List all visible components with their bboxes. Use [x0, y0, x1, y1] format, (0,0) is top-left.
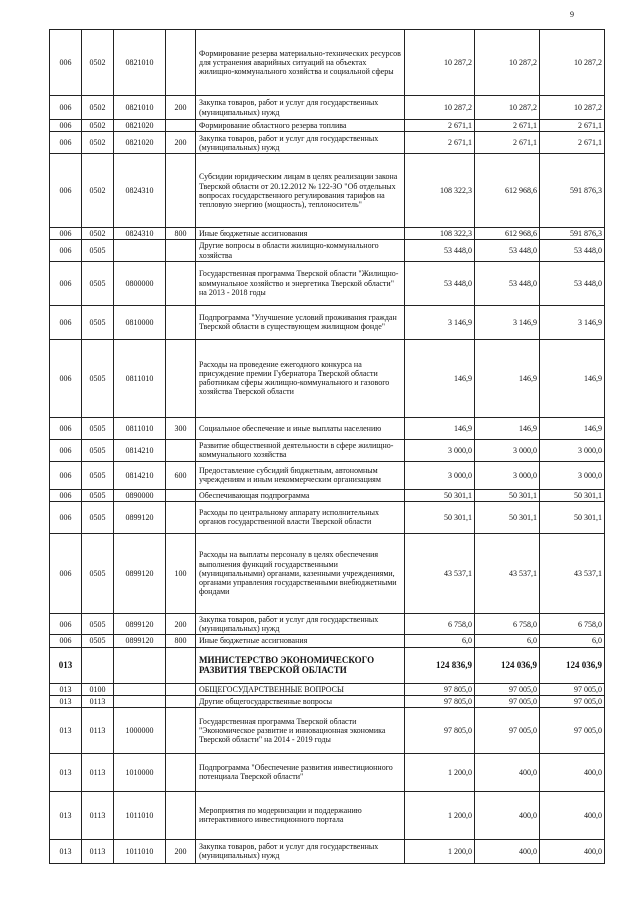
table-row [50, 96, 605, 120]
name-cell: Мероприятия по модернизации и поддержанию интерактивного инвестиционного портала [196, 791, 405, 839]
name-cell: Закупка товаров, работ и услуг для государственных (муниципальных) нужд [196, 96, 405, 120]
amount-1-cell: 146,9 [405, 417, 475, 439]
target-article-cell: 0821020 [114, 120, 166, 132]
target-article-cell: 0814210 [114, 461, 166, 489]
ved-cell: 006 [50, 417, 82, 439]
amount-1-cell: 2 671,1 [405, 132, 475, 154]
expense-type-cell: 200 [166, 839, 196, 863]
target-article-cell: 0811010 [114, 417, 166, 439]
expense-type-cell [166, 695, 196, 707]
table-row [50, 647, 605, 683]
section-cell: 0502 [82, 132, 114, 154]
expense-type-cell [166, 791, 196, 839]
ved-cell: 006 [50, 439, 82, 461]
expense-type-cell [166, 339, 196, 417]
table-row [50, 228, 605, 240]
expense-type-cell: 600 [166, 461, 196, 489]
amount-3-cell: 146,9 [540, 417, 605, 439]
amount-2-cell: 53 448,0 [475, 240, 540, 261]
name-cell: Подпрограмма "Обеспечение развития инвестиционного потенциала Тверской области" [196, 753, 405, 791]
amount-1-cell: 50 301,1 [405, 501, 475, 533]
section-cell: 0502 [82, 30, 114, 96]
section-cell: 0505 [82, 261, 114, 305]
amount-3-cell: 6 758,0 [540, 613, 605, 634]
section-cell: 0505 [82, 305, 114, 339]
target-article-cell: 1010000 [114, 753, 166, 791]
target-article-cell: 0899120 [114, 635, 166, 647]
amount-1-cell: 97 805,0 [405, 707, 475, 753]
amount-2-cell: 146,9 [475, 417, 540, 439]
target-article-cell: 0814210 [114, 439, 166, 461]
name-cell: Другие общегосударственные вопросы [196, 695, 405, 707]
page-number: 9 [570, 10, 574, 19]
target-article-cell: 0899120 [114, 533, 166, 613]
expense-type-cell [166, 261, 196, 305]
amount-3-cell: 50 301,1 [540, 489, 605, 501]
name-cell: Обеспечивающая подпрограмма [196, 489, 405, 501]
expense-type-cell [166, 120, 196, 132]
ved-cell: 006 [50, 461, 82, 489]
target-article-cell [114, 695, 166, 707]
amount-2-cell: 6 758,0 [475, 613, 540, 634]
section-cell: 0113 [82, 753, 114, 791]
target-article-cell [114, 647, 166, 683]
section-cell: 0502 [82, 228, 114, 240]
name-cell: Подпрограмма "Улучшение условий проживания граждан Тверской области в существующем жилищном фонде" [196, 305, 405, 339]
section-cell: 0505 [82, 613, 114, 634]
amount-3-cell: 3 000,0 [540, 439, 605, 461]
amount-2-cell: 53 448,0 [475, 261, 540, 305]
amount-1-cell: 6 758,0 [405, 613, 475, 634]
amount-1-cell: 3 000,0 [405, 439, 475, 461]
name-cell: Развитие общественной деятельности в сфере жилищно-коммунального хозяйства [196, 439, 405, 461]
expense-type-cell: 200 [166, 613, 196, 634]
expense-type-cell [166, 489, 196, 501]
amount-3-cell: 146,9 [540, 339, 605, 417]
name-cell: Расходы на выплаты персоналу в целях обеспечения выполнения функций государственными (муниципальными) органами, казенными учреждениями, органами управления государственными внебюджетными фондами [196, 533, 405, 613]
section-cell: 0505 [82, 635, 114, 647]
expense-type-cell [166, 305, 196, 339]
name-cell: Другие вопросы в области жилищно-коммунального хозяйства [196, 240, 405, 261]
amount-2-cell: 50 301,1 [475, 501, 540, 533]
target-article-cell: 0811010 [114, 339, 166, 417]
expense-type-cell: 800 [166, 635, 196, 647]
ved-cell: 006 [50, 261, 82, 305]
target-article-cell: 0899120 [114, 613, 166, 634]
amount-1-cell: 108 322,3 [405, 154, 475, 228]
amount-2-cell: 400,0 [475, 791, 540, 839]
amount-2-cell: 3 000,0 [475, 439, 540, 461]
amount-1-cell: 6,0 [405, 635, 475, 647]
section-cell: 0505 [82, 240, 114, 261]
amount-1-cell: 53 448,0 [405, 261, 475, 305]
amount-3-cell: 97 005,0 [540, 695, 605, 707]
amount-1-cell: 43 537,1 [405, 533, 475, 613]
target-article-cell: 0824310 [114, 228, 166, 240]
amount-3-cell: 591 876,3 [540, 228, 605, 240]
table-row [50, 305, 605, 339]
expense-type-cell: 200 [166, 96, 196, 120]
ved-cell: 006 [50, 120, 82, 132]
section-cell: 0505 [82, 339, 114, 417]
table-row [50, 417, 605, 439]
target-article-cell: 1000000 [114, 707, 166, 753]
name-cell: ОБЩЕГОСУДАРСТВЕННЫЕ ВОПРОСЫ [196, 683, 405, 695]
section-cell: 0502 [82, 120, 114, 132]
ved-cell: 006 [50, 613, 82, 634]
name-cell: Закупка товаров, работ и услуг для государственных (муниципальных) нужд [196, 839, 405, 863]
amount-3-cell: 591 876,3 [540, 154, 605, 228]
ved-cell: 006 [50, 30, 82, 96]
target-article-cell: 0899120 [114, 501, 166, 533]
name-cell: МИНИСТЕРСТВО ЭКОНОМИЧЕСКОГО РАЗВИТИЯ ТВЕРСКОЙ ОБЛАСТИ [196, 647, 405, 683]
target-article-cell: 0821010 [114, 30, 166, 96]
budget-table [49, 29, 605, 864]
table-row [50, 339, 605, 417]
table-row [50, 635, 605, 647]
target-article-cell: 0810000 [114, 305, 166, 339]
amount-3-cell: 3 000,0 [540, 461, 605, 489]
name-cell: Предоставление субсидий бюджетным, автономным учреждениям и иным некоммерческим организациям [196, 461, 405, 489]
expense-type-cell: 800 [166, 228, 196, 240]
target-article-cell: 0800000 [114, 261, 166, 305]
amount-1-cell: 97 805,0 [405, 695, 475, 707]
amount-1-cell: 1 200,0 [405, 753, 475, 791]
table-row [50, 240, 605, 261]
target-article-cell: 1011010 [114, 839, 166, 863]
table-row [50, 791, 605, 839]
amount-3-cell: 400,0 [540, 791, 605, 839]
table-row [50, 132, 605, 154]
name-cell: Закупка товаров, работ и услуг для государственных (муниципальных) нужд [196, 132, 405, 154]
target-article-cell: 1011010 [114, 791, 166, 839]
amount-2-cell: 400,0 [475, 839, 540, 863]
section-cell: 0113 [82, 839, 114, 863]
section-cell [82, 647, 114, 683]
ved-cell: 013 [50, 753, 82, 791]
section-cell: 0505 [82, 501, 114, 533]
amount-1-cell: 50 301,1 [405, 489, 475, 501]
amount-2-cell: 400,0 [475, 753, 540, 791]
expense-type-cell [166, 240, 196, 261]
amount-1-cell: 53 448,0 [405, 240, 475, 261]
name-cell: Формирование областного резерва топлива [196, 120, 405, 132]
section-cell: 0502 [82, 96, 114, 120]
amount-3-cell: 97 005,0 [540, 683, 605, 695]
table-row [50, 439, 605, 461]
section-cell: 0505 [82, 461, 114, 489]
amount-2-cell: 97 005,0 [475, 695, 540, 707]
expense-type-cell: 200 [166, 132, 196, 154]
amount-1-cell: 10 287,2 [405, 96, 475, 120]
ved-cell: 013 [50, 791, 82, 839]
amount-3-cell: 10 287,2 [540, 96, 605, 120]
table-row [50, 533, 605, 613]
ved-cell: 006 [50, 240, 82, 261]
amount-2-cell: 43 537,1 [475, 533, 540, 613]
target-article-cell [114, 240, 166, 261]
amount-2-cell: 124 036,9 [475, 647, 540, 683]
ved-cell: 013 [50, 683, 82, 695]
amount-2-cell: 612 968,6 [475, 228, 540, 240]
table-row [50, 753, 605, 791]
table-row [50, 154, 605, 228]
amount-3-cell: 2 671,1 [540, 120, 605, 132]
amount-1-cell: 1 200,0 [405, 839, 475, 863]
amount-3-cell: 97 005,0 [540, 707, 605, 753]
target-article-cell: 0821020 [114, 132, 166, 154]
amount-2-cell: 146,9 [475, 339, 540, 417]
table-row [50, 461, 605, 489]
ved-cell: 006 [50, 154, 82, 228]
amount-3-cell: 3 146,9 [540, 305, 605, 339]
amount-2-cell: 612 968,6 [475, 154, 540, 228]
section-cell: 0113 [82, 707, 114, 753]
amount-3-cell: 50 301,1 [540, 501, 605, 533]
amount-1-cell: 2 671,1 [405, 120, 475, 132]
ved-cell: 006 [50, 501, 82, 533]
amount-1-cell: 146,9 [405, 339, 475, 417]
ved-cell: 006 [50, 132, 82, 154]
amount-3-cell: 53 448,0 [540, 261, 605, 305]
section-cell: 0113 [82, 791, 114, 839]
amount-2-cell: 50 301,1 [475, 489, 540, 501]
expense-type-cell [166, 439, 196, 461]
section-cell: 0100 [82, 683, 114, 695]
table-row [50, 120, 605, 132]
ved-cell: 006 [50, 228, 82, 240]
name-cell: Иные бюджетные ассигнования [196, 228, 405, 240]
amount-1-cell: 3 000,0 [405, 461, 475, 489]
amount-2-cell: 6,0 [475, 635, 540, 647]
name-cell: Расходы по центральному аппарату исполнительных органов государственной власти Тверской области [196, 501, 405, 533]
amount-2-cell: 2 671,1 [475, 132, 540, 154]
expense-type-cell: 300 [166, 417, 196, 439]
name-cell: Формирование резерва материально-технических ресурсов для устранения аварийных ситуаций на объектах жилищно-коммунального хозяйства и социальной сферы [196, 30, 405, 96]
table-row [50, 683, 605, 695]
ved-cell: 013 [50, 647, 82, 683]
target-article-cell: 0821010 [114, 96, 166, 120]
expense-type-cell [166, 683, 196, 695]
amount-1-cell: 97 805,0 [405, 683, 475, 695]
amount-3-cell: 6,0 [540, 635, 605, 647]
name-cell: Государственная программа Тверской области "Экономическое развитие и инновационная экономика Тверской области" на 2014 - 2019 годы [196, 707, 405, 753]
ved-cell: 013 [50, 839, 82, 863]
expense-type-cell [166, 154, 196, 228]
amount-2-cell: 3 000,0 [475, 461, 540, 489]
amount-3-cell: 400,0 [540, 753, 605, 791]
expense-type-cell [166, 30, 196, 96]
amount-3-cell: 43 537,1 [540, 533, 605, 613]
table-row [50, 695, 605, 707]
amount-2-cell: 97 005,0 [475, 707, 540, 753]
target-article-cell: 0890000 [114, 489, 166, 501]
amount-1-cell: 1 200,0 [405, 791, 475, 839]
name-cell: Социальное обеспечение и иные выплаты населению [196, 417, 405, 439]
target-article-cell [114, 683, 166, 695]
table-row [50, 707, 605, 753]
amount-2-cell: 10 287,2 [475, 30, 540, 96]
section-cell: 0502 [82, 154, 114, 228]
section-cell: 0505 [82, 489, 114, 501]
ved-cell: 013 [50, 695, 82, 707]
name-cell: Расходы на проведение ежегодного конкурса на присуждение премии Губернатора Тверской области работникам сферы жилищно-коммунального и газового хозяйства Тверской области [196, 339, 405, 417]
name-cell: Иные бюджетные ассигнования [196, 635, 405, 647]
amount-1-cell: 10 287,2 [405, 30, 475, 96]
table-row [50, 501, 605, 533]
table-row [50, 613, 605, 634]
ved-cell: 006 [50, 635, 82, 647]
ved-cell: 006 [50, 305, 82, 339]
expense-type-cell [166, 501, 196, 533]
name-cell: Государственная программа Тверской области "Жилищно-коммунальное хозяйство и энергетика Тверской области" на 2013 - 2018 годы [196, 261, 405, 305]
name-cell: Закупка товаров, работ и услуг для государственных (муниципальных) нужд [196, 613, 405, 634]
ved-cell: 006 [50, 533, 82, 613]
ved-cell: 006 [50, 489, 82, 501]
amount-2-cell: 3 146,9 [475, 305, 540, 339]
amount-1-cell: 108 322,3 [405, 228, 475, 240]
amount-3-cell: 400,0 [540, 839, 605, 863]
table-row [50, 839, 605, 863]
expense-type-cell [166, 647, 196, 683]
amount-1-cell: 3 146,9 [405, 305, 475, 339]
amount-1-cell: 124 836,9 [405, 647, 475, 683]
amount-3-cell: 124 036,9 [540, 647, 605, 683]
expense-type-cell [166, 753, 196, 791]
expense-type-cell: 100 [166, 533, 196, 613]
section-cell: 0505 [82, 417, 114, 439]
amount-3-cell: 10 287,2 [540, 30, 605, 96]
table-row [50, 30, 605, 96]
expense-type-cell [166, 707, 196, 753]
section-cell: 0505 [82, 533, 114, 613]
table-row [50, 261, 605, 305]
amount-2-cell: 10 287,2 [475, 96, 540, 120]
ved-cell: 013 [50, 707, 82, 753]
target-article-cell: 0824310 [114, 154, 166, 228]
section-cell: 0505 [82, 439, 114, 461]
amount-2-cell: 97 005,0 [475, 683, 540, 695]
amount-3-cell: 2 671,1 [540, 132, 605, 154]
section-cell: 0113 [82, 695, 114, 707]
amount-3-cell: 53 448,0 [540, 240, 605, 261]
ved-cell: 006 [50, 339, 82, 417]
table-row [50, 489, 605, 501]
name-cell: Субсидии юридическим лицам в целях реализации закона Тверской области от 20.12.2012 № 122-ЗО "Об отдельных вопросах государственного регулирования тарифов на тепловую энергию (мощность), теплоноситель" [196, 154, 405, 228]
ved-cell: 006 [50, 96, 82, 120]
amount-2-cell: 2 671,1 [475, 120, 540, 132]
